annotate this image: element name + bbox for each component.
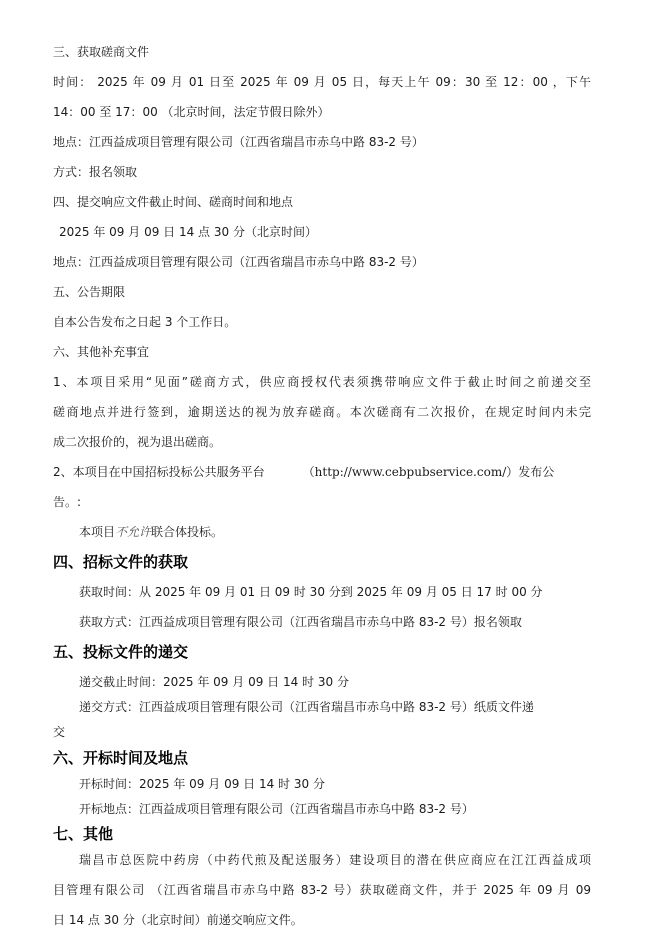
- section-3-title: 三、获取磋商文件: [53, 45, 150, 59]
- s6-p1-line-3: 成二次报价的，视为退出磋商。: [53, 435, 222, 449]
- s4-time: 2025 年 09 月 09 日 14 点 30 分（北京时间）: [59, 225, 317, 239]
- h6-place: 开标地点：江西益成项目管理有限公司（江西省瑞昌市赤乌中路 83-2 号）: [79, 802, 474, 816]
- h7-line-3: 日 14 点 30 分（北京时间）前递交响应文件。: [53, 913, 303, 927]
- s3-place: 地点：江西益成项目管理有限公司（江西省瑞昌市赤乌中路 83-2 号）: [53, 135, 424, 149]
- s6-p1-line-1: 1、本项目采用“见面”磋商方式，供应商授权代表须携带响应文件于截止时间之前递交至: [53, 375, 591, 389]
- joint-pre: 本项目: [79, 525, 116, 539]
- h5-method-line-2: 交: [53, 725, 66, 739]
- heading-6: 六、开标时间及地点: [53, 749, 189, 767]
- h4-time: 获取时间：从 2025 年 09 月 01 日 09 时 30 分到 2025 年 09 月 05 日 17 时 00 分: [79, 585, 543, 599]
- s6-p2-line-1: [53, 464, 591, 480]
- joint-bid-note: [79, 524, 591, 540]
- heading-7: 七、其他: [53, 825, 114, 843]
- h5-method-line-1: 递交方式：江西益成项目管理有限公司（江西省瑞昌市赤乌中路 83-2 号）纸质文件递: [79, 700, 534, 714]
- s4-place: 地点：江西益成项目管理有限公司（江西省瑞昌市赤乌中路 83-2 号）: [53, 255, 424, 269]
- joint-emphasis: 不允许: [115, 525, 152, 539]
- platform-url: （http://www.cebpubservice.com/）发布公: [302, 465, 555, 479]
- h7-line-2: 目管理有限公司 （江西省瑞昌市赤乌中路 83-2 号）获取磋商文件，并于 2025 年 09 月 09: [53, 883, 591, 897]
- heading-5: 五、投标文件的递交: [53, 643, 189, 661]
- h7-line-1: 瑞昌市总医院中药房（中药代煎及配送服务）建设项目的潜在供应商应在江江西益成项: [79, 853, 591, 867]
- s3-method: 方式：报名领取: [53, 165, 138, 179]
- joint-post: 联合体投标。: [151, 525, 224, 539]
- s6-p1-line-2: 磋商地点并进行签到，逾期送达的视为放弃磋商。本次磋商有二次报价，在规定时间内未完: [53, 405, 591, 419]
- h5-deadline: 递交截止时间：2025 年 09 月 09 日 14 时 30 分: [79, 675, 349, 689]
- h4-method: 获取方式：江西益成项目管理有限公司（江西省瑞昌市赤乌中路 83-2 号）报名领取: [79, 615, 522, 629]
- s5-text: 自本公告发布之日起 3 个工作日。: [53, 315, 237, 329]
- h6-time: 开标时间：2025 年 09 月 09 日 14 时 30 分: [79, 777, 325, 791]
- s6-p2-line-2: 告。:: [53, 495, 82, 509]
- s3-time-line-2: 14：00 至 17：00 （北京时间，法定节假日除外）: [53, 105, 330, 119]
- heading-4: 四、招标文件的获取: [53, 553, 189, 571]
- section-5-title: 五、公告期限: [53, 285, 126, 299]
- section-4-title: 四、提交响应文件截止时间、磋商时间和地点: [53, 195, 294, 209]
- s6-p2-text: 2、本项目在中国招标投标公共服务平台: [53, 465, 265, 479]
- s3-time-line-1: 时间： 2025 年 09 月 01 日至 2025 年 09 月 05 日，每天上午 09：30 至 12：00 ，下午: [53, 75, 591, 89]
- section-6-title: 六、其他补充事宜: [53, 345, 150, 359]
